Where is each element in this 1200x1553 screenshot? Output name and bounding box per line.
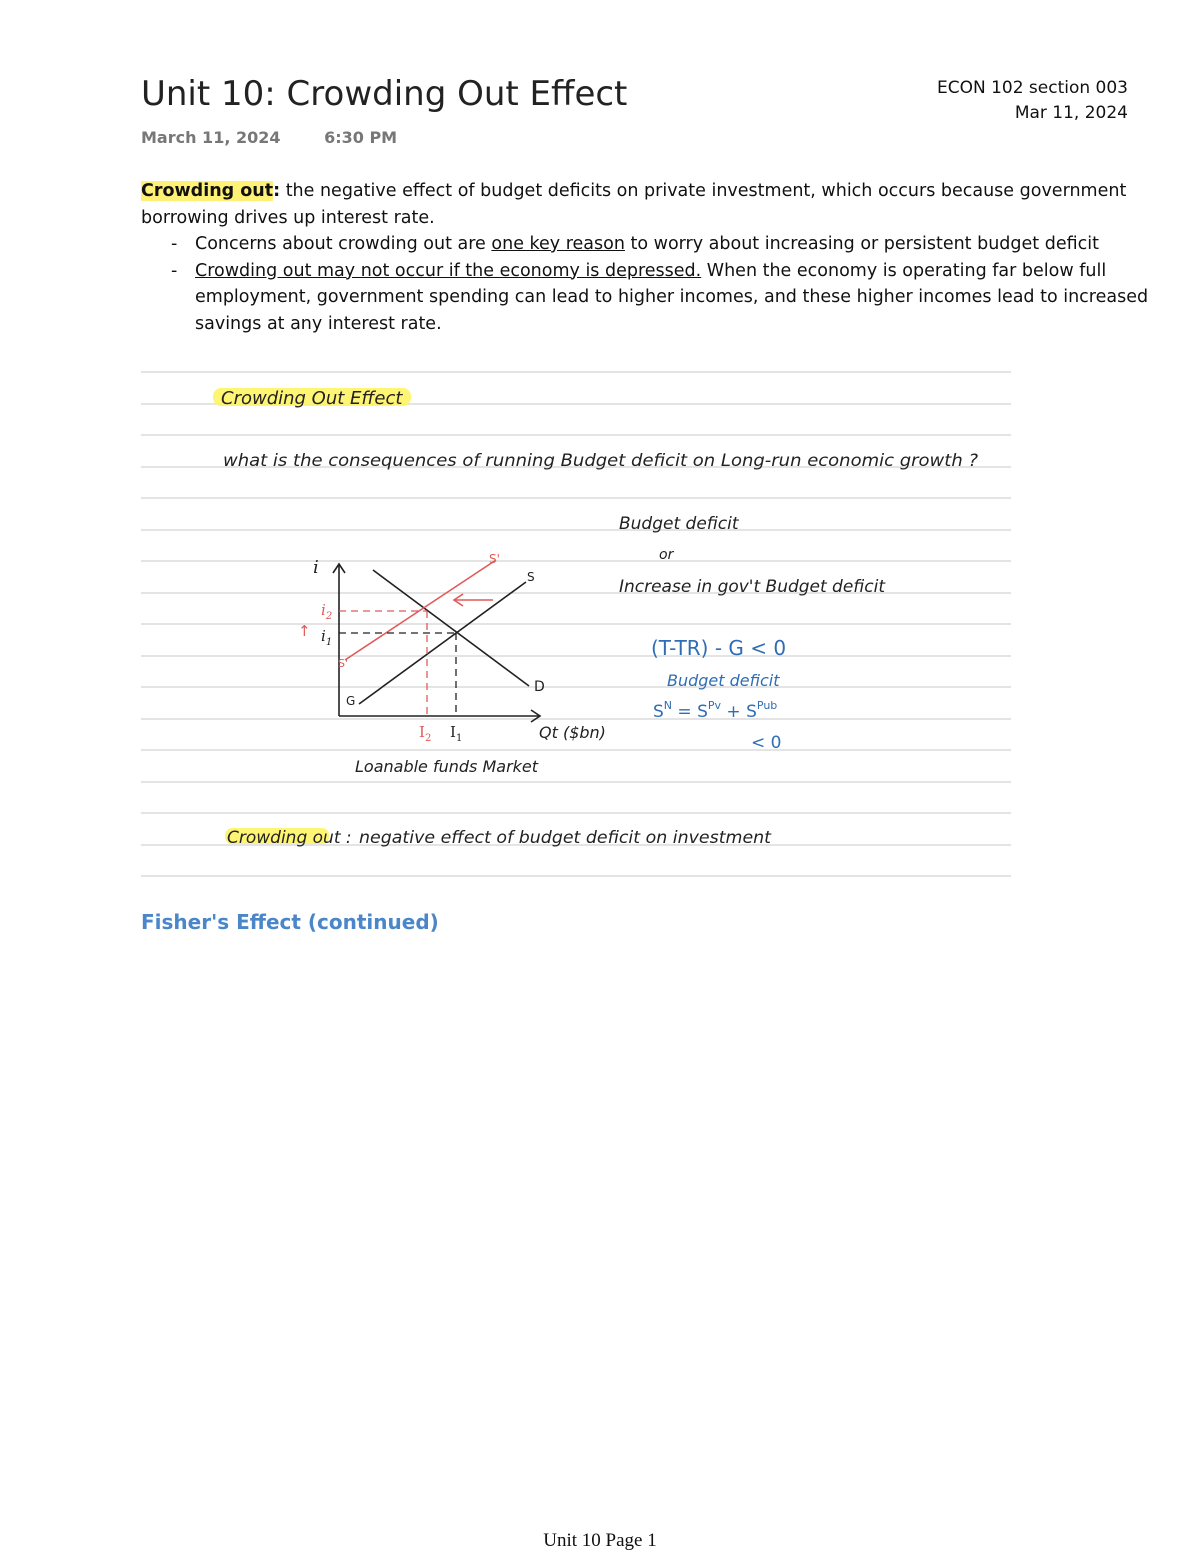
definition-block [141, 178, 1151, 337]
handwritten-heading: Crowding Out Effect [221, 388, 403, 409]
page-title: Unit 10: Crowding Out Effect [141, 74, 628, 114]
bullet-text: to worry about increasing or persistent budget deficit [624, 234, 1099, 254]
note-or: or [659, 547, 674, 563]
I2-label: $I_2$ [419, 723, 432, 744]
shifted-supply-label: S' [489, 552, 500, 566]
page-footer: Unit 10 Page 1 [543, 1530, 657, 1551]
i1-label: $i_1$ [321, 627, 333, 648]
conclusion-text: negative effect of budget deficit on investment [359, 828, 773, 848]
I1-label: $I_1$ [450, 723, 463, 744]
y-axis-label: i [313, 557, 319, 578]
note-date: March 11, 2024 [141, 128, 281, 147]
bullet-dash: - [171, 234, 178, 254]
supply-label: S [527, 570, 535, 584]
note-budget-deficit: Budget deficit [619, 514, 739, 534]
handwritten-notes [141, 360, 1011, 890]
definition-term: Crowding out [141, 181, 274, 201]
note-timestamp [141, 128, 435, 147]
definition-paragraph [141, 178, 1151, 231]
bullet-list [141, 231, 1151, 337]
course-info [937, 76, 1128, 126]
section-heading-fisher: Fisher's Effect (continued) [141, 910, 439, 934]
x-axis-label: Qt ($bn) [539, 723, 606, 742]
definition-text: the negative effect of budget deficits on private investment, which occurs because government borrowing drives up interest rate. [141, 181, 1127, 228]
conclusion-term: Crowding out : [227, 828, 352, 848]
note-time: 6:30 PM [324, 128, 398, 147]
equation-label: Budget deficit [667, 671, 780, 690]
bullet-dash: - [171, 260, 178, 281]
list-item [141, 231, 1151, 258]
equation-less-than: < 0 [751, 733, 782, 753]
up-arrow-icon: ↑ [298, 622, 311, 640]
demand-label: D [534, 679, 545, 695]
definition-colon: : [273, 181, 281, 201]
equation-savings: $S^N = S^{Pv} + S^{Pub}$ [653, 699, 778, 722]
handwritten-question: what is the consequences of running Budget deficit on Long-run economic growth ? [223, 451, 979, 471]
bullet-text: When the economy is operating far below full employment, government spending can lead to higher incomes, and these higher incomes lead to increased savings at any interest rate. [195, 260, 1149, 334]
equation-fiscal: (T-TR) - G < 0 [651, 636, 787, 660]
ruled-lines [141, 372, 1011, 876]
bullet-underlined: Crowding out may not occur if the economy is depressed. [195, 260, 702, 281]
note-increase: Increase in gov't Budget deficit [619, 577, 887, 597]
course-name: ECON 102 section 003 [936, 78, 1128, 98]
graph-caption: Loanable funds Market [355, 757, 539, 776]
loanable-funds-graph [298, 552, 606, 776]
course-date: Mar 11, 2024 [1014, 103, 1128, 123]
bullet-underlined: one key reason [491, 234, 625, 254]
list-item [141, 258, 1151, 338]
bullet-text: Concerns about crowding out are [195, 234, 492, 254]
government-label: G [346, 694, 356, 708]
supply-curve [359, 582, 526, 704]
i2-label: $i_2$ [321, 601, 333, 622]
demand-curve [373, 570, 529, 686]
shifted-supply-label-low: S' [338, 657, 349, 670]
